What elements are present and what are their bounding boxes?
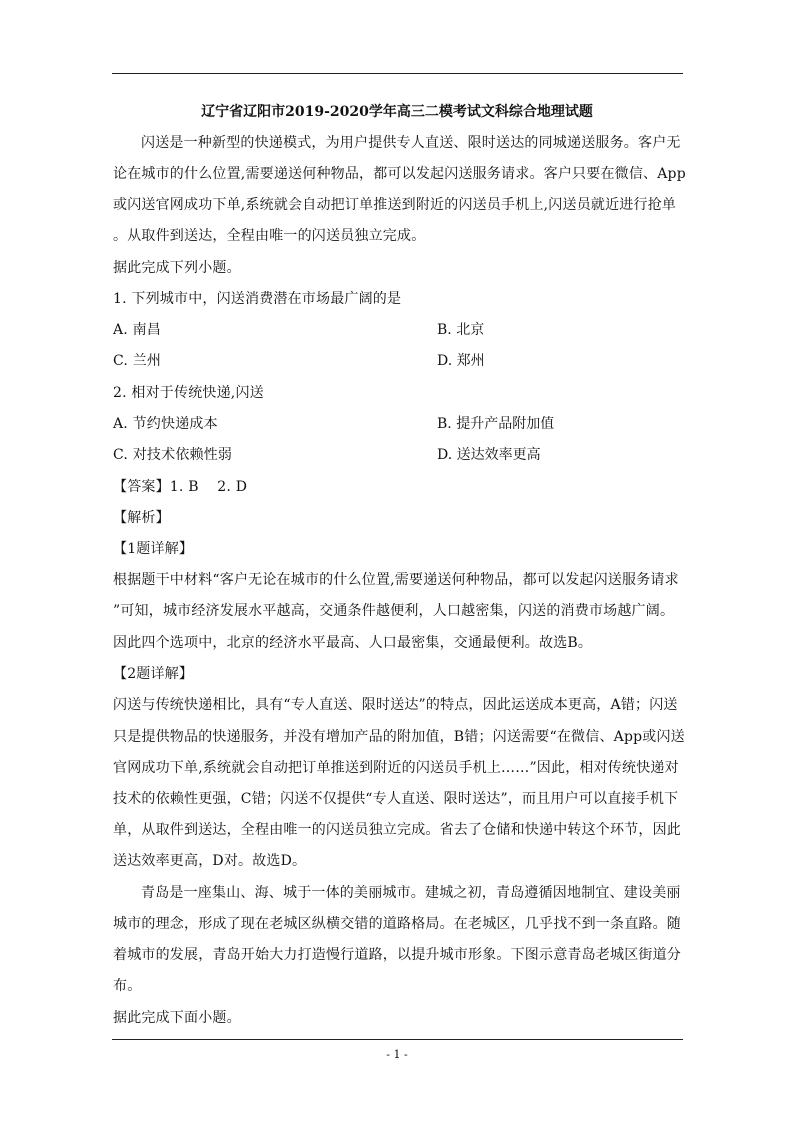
- question-1-option-a: A. 南昌: [113, 322, 162, 338]
- detail-2-line: 技术的依赖性更强，C错；闪送不仅提供“专人直送、限时送达”，而且用户可以直接手机下: [113, 791, 679, 807]
- intro1-line: 。从取件到送达，全程由唯一的闪送员独立完成。: [113, 228, 426, 244]
- analysis-heading: 【解析】: [113, 510, 170, 526]
- question-2-option-a: A. 节约快递成本: [113, 416, 218, 432]
- detail-2-line: 官网成功下单,系统就会自动把订单推送到附近的闪送员手机上……”因此，相对传统快递对: [113, 760, 679, 776]
- intro2-line: 布。: [113, 978, 142, 994]
- detail-2-line: 送达效率更高，D对。故选D。: [113, 853, 307, 869]
- intro2-line: 城市的理念，形成了现在老城区纵横交错的道路格局。在老城区，几乎找不到一条直路。随: [113, 916, 681, 932]
- intro1-line: 或闪送官网成功下单,系统就会自动把订单推送到附近的闪送员手机上,闪送员就近进行抢单: [113, 197, 677, 213]
- detail-2-line: 闪送与传统快递相比，具有“专人直送、限时送达”的特点，因此运送成本更高，A错；闪送: [113, 697, 678, 713]
- intro1-line: 论在城市的什么位置,需要递送何种物品，都可以发起闪送服务请求。客户只要在微信、App: [113, 166, 686, 182]
- detail-1-heading: 【1题详解】: [113, 541, 194, 557]
- question-2-option-c: C. 对技术依赖性弱: [113, 447, 233, 463]
- question-1-option-c: C. 兰州: [113, 353, 162, 369]
- intro2-line: 青岛是一座集山、海、城于一体的美丽城市。建城之初，青岛遵循因地制宜、建设美丽: [141, 885, 681, 901]
- instruction-1: 据此完成下列小题。: [113, 260, 241, 276]
- detail-1-line: 因此四个选项中，北京的经济水平最高、人口最密集，交通最便利。故选B。: [113, 635, 593, 651]
- question-1-stem: 1. 下列城市中，闪送消费潜在市场最广阔的是: [113, 291, 402, 307]
- intro2-line: 着城市的发展，青岛开始大力打造慢行道路，以提升城市形象。下图示意青岛老城区街道分: [113, 947, 681, 963]
- question-2-option-b: B. 提升产品附加值: [437, 416, 555, 432]
- intro1-line: 闪送是一种新型的快递模式，为用户提供专人直送、限时送达的同城递送服务。客户无: [141, 135, 681, 151]
- question-1-option-b: B. 北京: [437, 322, 485, 338]
- question-2-stem: 2. 相对于传统快递,闪送: [113, 385, 264, 401]
- question-2-option-d: D. 送达效率更高: [437, 447, 541, 463]
- page-number: - 1 -: [386, 1048, 408, 1061]
- document-title: 辽宁省辽阳市2019-2020学年高三二模考试文科综合地理试题: [201, 104, 593, 120]
- detail-2-line: 只是提供物品的快递服务，并没有增加产品的附加值，B错；闪送需要“在微信、App或闪送: [113, 729, 685, 745]
- answer-line: 【答案】1. B 2. D: [113, 479, 248, 495]
- footer-rule: [112, 1039, 683, 1040]
- detail-2-heading: 【2题详解】: [113, 666, 194, 682]
- detail-1-line: ”可知，城市经济发展水平越高，交通条件越便利，人口越密集，闪送的消费市场越广阔。: [113, 603, 675, 619]
- header-rule: [112, 73, 683, 74]
- question-1-option-d: D. 郑州: [437, 353, 485, 369]
- instruction-2: 据此完成下面小题。: [113, 1010, 241, 1026]
- detail-1-line: 根据题干中材料“客户无论在城市的什么位置,需要递送何种物品，都可以发起闪送服务请求: [113, 572, 679, 588]
- detail-2-line: 单，从取件到送达，全程由唯一的闪送员独立完成。省去了仓储和快递中转这个环节，因此: [113, 822, 681, 838]
